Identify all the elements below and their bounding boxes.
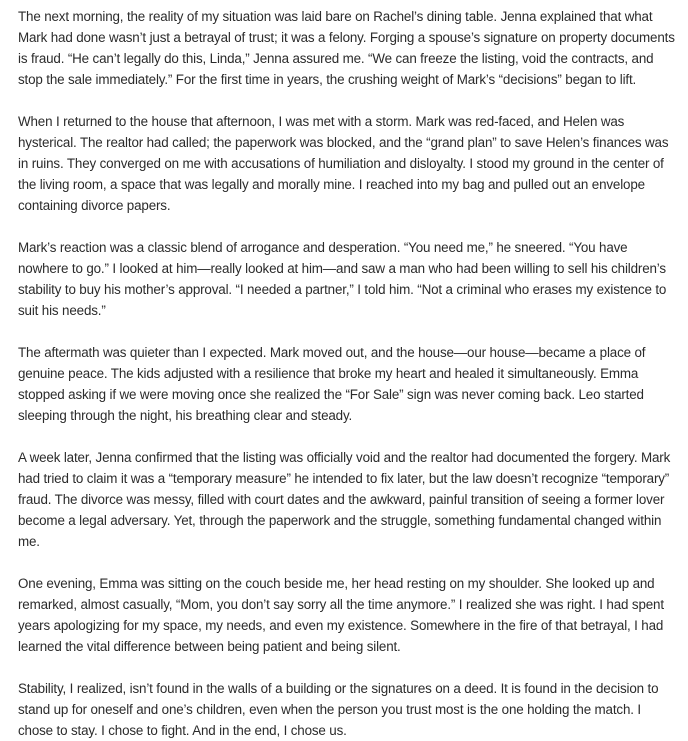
paragraph-4: The aftermath was quieter than I expected. Mark moved out, and the house—our house—became a place of genuine peace. The kids adjusted with a resilience that broke my heart and healed it simultaneously. Emma stopped asking if we were moving once she realized the “For Sale” sign was never coming back. Leo started sleeping through the night, his breathing clear and steady. [18,345,646,423]
paragraph-2: When I returned to the house that afternoon, I was met with a storm. Mark was red-faced, and Helen was hysterical. The realtor had called; the paperwork was blocked, and the “grand plan” to save Helen’s finances was in ruins. They converged on me with accusations of humiliation and disloyalty. I stood my ground in the center of the living room, a space that was legally and morally mine. I reached into my bag and pulled out an envelope containing divorce papers. [18,114,669,213]
paragraph-1: The next morning, the reality of my situation was laid bare on Rachel’s dining table. Jenna explained that what Mark had done wasn’t just a betrayal of trust; it was a felony. Forging a spouse’s signature on property documents is fraud. “He can’t legally do this, Linda,” Jenna assured me. “We can freeze the listing, void the contracts, and stop the sale immediately.” For the first time in years, the crushing weight of Mark’s “decisions” began to lift. [18,9,675,87]
paragraph-5: A week later, Jenna confirmed that the listing was officially void and the realtor had documented the forgery. Mark had tried to claim it was a “temporary measure” he intended to fix later, but the law doesn’t recognize “temporary” fraud. The divorce was messy, filled with court dates and the awkward, painful transition of seeing a former lover become a legal adversary. Yet, through the paperwork and the struggle, something fundamental changed within me. [18,450,671,549]
paragraph-3: Mark’s reaction was a classic blend of arrogance and desperation. “You need me,” he sneered. “You have nowhere to go.” I looked at him—really looked at him—and saw a man who had been willing to sell his children’s stability to buy his mother’s approval. “I needed a partner,” I told him. “Not a criminal who erases my existence to suit his needs.” [18,240,667,318]
paragraph-6: One evening, Emma was sitting on the couch beside me, her head resting on my shoulder. She looked up and remarked, almost casually, “Mom, you don’t say sorry all the time anymore.” I realized she was right. I had spent years apologizing for my space, my needs, and even my existence. Somewhere in the fire of that betrayal, I had learned the vital difference between being patient and being silent. [18,576,664,654]
paragraph-7: Stability, I realized, isn’t found in the walls of a building or the signatures on a deed. It is found in the decision to stand up for oneself and one’s children, even when the person you trust most is the one holding the match. I chose to stay. I chose to fight. And in the end, I chose us. [18,681,659,738]
